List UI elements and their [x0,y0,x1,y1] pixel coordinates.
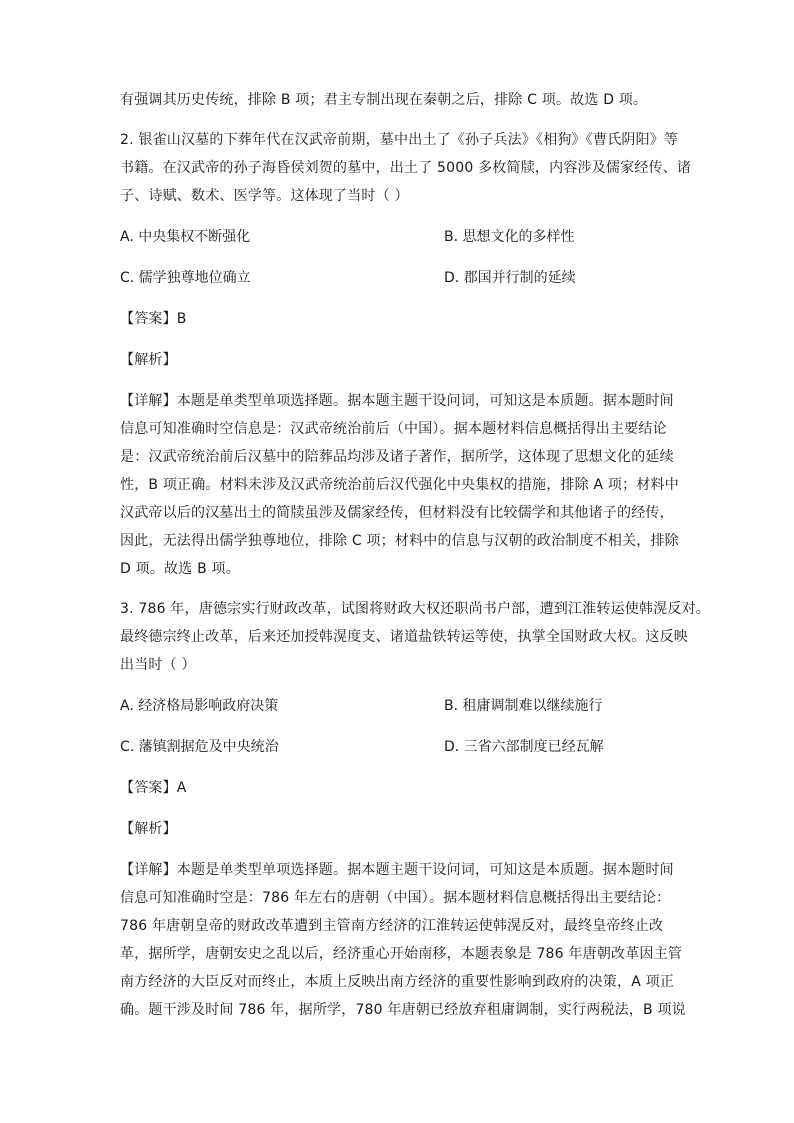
q3-analysis-line: 南方经济的大臣反对而终止，本质上反映出南方经济的重要性影响到政府的决策，A 项正 [120,974,675,990]
q3-analysis-line: 【详解】本题是单类型单项选择题。据本题主题干设问词，可知这是本质题。据本题时间 [120,862,674,878]
q2-analysis-line: 汉武帝以后的汉墓出土的简牍虽涉及儒家经传，但材料没有比较儒学和其他诸子的经传， [120,505,674,521]
q3-analysis-line: 信息可知准确时空是：786 年左右的唐朝（中国）。据本题材料信息概括得出主要结论： [120,890,671,906]
q2-analysis-line: 因此，无法得出儒学独尊地位，排除 C 项；材料中的信息与汉朝的政治制度不相关，排除 [120,533,679,549]
q2-stem-line: 子、诗赋、数术、医学等。这体现了当时（ ） [120,188,409,204]
q3-option-d: D. 三省六部制度已经瓦解 [444,739,604,755]
q2-options-row [120,264,680,292]
q3-answer: 【答案】A [120,780,187,796]
q3-analysis-line: 确。题干涉及时间 786 年，据所学，780 年唐朝已经放弃租庸调制，实行两税法，B 项说 [120,1002,686,1018]
q2-option-c: C. 儒学独尊地位确立 [120,270,251,286]
q2-analysis-line: D 项。故选 B 项。 [120,561,240,577]
q3-analysis-line: 革，据所学，唐朝安史之乱以后，经济重心开始南移，本题表象是 786 年唐朝改革因主管 [120,946,683,962]
q3-analysis-line: 786 年唐朝皇帝的财政改革遭到主管南方经济的江淮转运使韩滉反对，最终皇帝终止改 [120,918,664,934]
q2-analysis-label: 【解析】 [120,352,177,368]
q3-analysis-label: 【解析】 [120,821,177,837]
q2-options-row [120,223,680,251]
q2-stem-line: 2. 银雀山汉墓的下葬年代在汉武帝前期，墓中出土了《孙子兵法》《相狗》《曹氏阴阳》等 [120,132,679,148]
q2-stem-line: 书籍。在汉武帝的孙子海昏侯刘贺的墓中，出土了 5000 多枚简牍，内容涉及儒家经传、诸 [120,160,692,176]
question-3 [120,595,710,1024]
question-2 [120,126,692,583]
q2-option-d: D. 郡国并行制的延续 [444,270,576,286]
q3-stem-line: 出当时（ ） [120,657,196,673]
q2-option-b: B. 思想文化的多样性 [444,229,575,245]
q2-analysis-line: 是：汉武帝统治前后汉墓中的陪葬品均涉及诸子著作，据所学，这体现了思想文化的延续 [120,449,674,465]
q2-option-a: A. 中央集权不断强化 [120,229,251,245]
q3-stem-line: 最终德宗终止改革，后来还加授韩滉度支、诸道盐铁转运等使，执掌全国财政大权。这反映 [120,629,688,645]
q3-stem-line: 3. 786 年，唐德宗实行财政改革，试图将财政大权还职尚书户部，遭到江淮转运使韩滉反对。 [120,601,710,617]
q2-analysis-line: 信息可知准确时空信息是：汉武帝统治前后（中国）。据本题材料信息概括得出主要结论 [120,421,667,437]
q1-analysis-tail: 有强调其历史传统，排除 B 项；君主专制出现在秦朝之后，排除 C 项。故选 D 项。 [120,92,648,108]
document-page [120,86,710,1024]
q3-options-row [120,692,680,720]
q3-options-row [120,733,680,761]
q3-option-a: A. 经济格局影响政府决策 [120,698,279,714]
q2-answer: 【答案】B [120,311,187,327]
q2-analysis-line: 性，B 项正确。材料未涉及汉武帝统治前后汉代强化中央集权的措施，排除 A 项；材料中 [120,477,679,493]
q3-option-c: C. 藩镇割据危及中央统治 [120,739,279,755]
q3-option-b: B. 租庸调制难以继续施行 [444,698,603,714]
q2-analysis-line: 【详解】本题是单类型单项选择题。据本题主题干设问词，可知这是本质题。据本题时间 [120,393,674,409]
